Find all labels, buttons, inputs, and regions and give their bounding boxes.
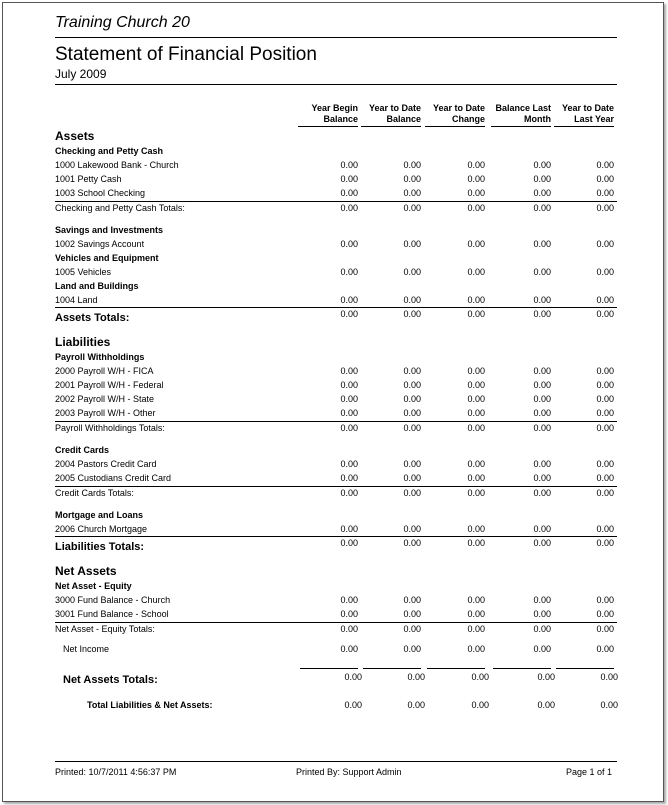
section-row	[3, 335, 663, 348]
amount-cell: 0.00	[533, 366, 551, 376]
group-label: Savings and Investments	[55, 225, 164, 235]
amount-cell: 0.00	[403, 459, 421, 469]
amount-cell: 0.00	[596, 267, 614, 277]
sectiontotal-label: Liabilities Totals:	[55, 541, 145, 553]
amount-cell: 0.00	[467, 644, 485, 654]
grandtotal-row	[3, 700, 663, 713]
sectiontotal-label: Assets Totals:	[55, 312, 130, 324]
amount-cell: 0.00	[467, 239, 485, 249]
section-label: Assets	[55, 129, 95, 143]
section-row	[3, 129, 663, 142]
column-header-line2: Change	[451, 114, 485, 124]
amount-cell: 0.00	[344, 700, 362, 710]
account-label: 3001 Fund Balance - School	[55, 609, 169, 619]
account-row	[3, 239, 663, 252]
account-row	[3, 459, 663, 472]
column-header-line1: Year to Date	[432, 103, 485, 113]
amount-cell: 0.00	[596, 188, 614, 198]
account-row	[3, 174, 663, 187]
group-label: Land and Buildings	[55, 281, 139, 291]
total-rule	[55, 201, 617, 202]
column-header-5	[554, 103, 614, 127]
amount-cell: 0.00	[533, 394, 551, 404]
organization-name: Training Church 20	[55, 14, 190, 31]
amount-cell: 0.00	[533, 538, 551, 548]
amount-cell: 0.00	[596, 473, 614, 483]
amount-cell: 0.00	[596, 423, 614, 433]
footer-rule	[55, 761, 617, 762]
column-header-line1: Year to Date	[368, 103, 421, 113]
amount-cell: 0.00	[596, 624, 614, 634]
group-row	[3, 253, 663, 266]
amount-cell: 0.00	[467, 524, 485, 534]
amount-cell: 0.00	[340, 366, 358, 376]
amount-cell: 0.00	[533, 160, 551, 170]
report-page	[2, 2, 664, 802]
amount-cell: 0.00	[467, 423, 485, 433]
amount-cell: 0.00	[407, 672, 425, 682]
section-label: Liabilities	[55, 335, 111, 349]
amount-cell: 0.00	[471, 672, 489, 682]
amount-cell: 0.00	[403, 239, 421, 249]
netincome-label: Net Income	[63, 644, 110, 654]
amount-cell: 0.00	[471, 700, 489, 710]
group-row	[3, 146, 663, 159]
account-row	[3, 473, 663, 486]
page-number: Page 1 of 1	[566, 767, 613, 777]
subtotal-label: Payroll Withholdings Totals:	[55, 423, 165, 433]
amount-cell: 0.00	[467, 488, 485, 498]
account-label: 2001 Payroll W/H - Federal	[55, 380, 164, 390]
amount-cell: 0.00	[340, 394, 358, 404]
amount-cell: 0.00	[340, 408, 358, 418]
group-label: Checking and Petty Cash	[55, 146, 164, 156]
amount-cell: 0.00	[340, 624, 358, 634]
amount-cell: 0.00	[467, 394, 485, 404]
column-header-line1: Year to Date	[561, 103, 614, 113]
account-label: 1001 Petty Cash	[55, 174, 122, 184]
amount-cell: 0.00	[533, 473, 551, 483]
amount-cell: 0.00	[403, 644, 421, 654]
amount-cell: 0.00	[467, 203, 485, 213]
sectiontotal-row	[3, 538, 663, 551]
amount-cell: 0.00	[403, 624, 421, 634]
column-header-3	[425, 103, 485, 127]
amount-cell: 0.00	[533, 423, 551, 433]
group-label: Payroll Withholdings	[55, 352, 145, 362]
amount-cell: 0.00	[533, 644, 551, 654]
amount-cell: 0.00	[340, 160, 358, 170]
amount-cell: 0.00	[596, 203, 614, 213]
printed-by: Printed By: Support Admin	[296, 767, 402, 777]
column-header-line1: Year Begin	[311, 103, 358, 113]
amount-cell: 0.00	[596, 394, 614, 404]
amount-cell: 0.00	[403, 524, 421, 534]
amount-cell: 0.00	[340, 380, 358, 390]
report-period: July 2009	[55, 67, 107, 81]
amount-cell: 0.00	[467, 408, 485, 418]
subtotal-row	[3, 624, 663, 637]
amount-cell: 0.00	[340, 595, 358, 605]
amount-cell: 0.00	[533, 408, 551, 418]
amount-cell: 0.00	[596, 644, 614, 654]
amount-cell: 0.00	[403, 174, 421, 184]
amount-cell: 0.00	[340, 473, 358, 483]
amount-cell: 0.00	[467, 295, 485, 305]
amount-cell: 0.00	[403, 488, 421, 498]
account-label: 1000 Lakewood Bank - Church	[55, 160, 179, 170]
amount-cell: 0.00	[596, 459, 614, 469]
amount-cell: 0.00	[467, 267, 485, 277]
account-row	[3, 160, 663, 173]
amount-cell: 0.00	[596, 295, 614, 305]
column-header-4	[491, 103, 551, 127]
account-label: 1005 Vehicles	[55, 267, 112, 277]
sectiontotal-row	[3, 309, 663, 322]
column-header-line2: Balance	[323, 114, 358, 124]
nettotal-label: Net Assets Totals:	[63, 674, 158, 686]
column-header-line2: Last Year	[574, 114, 614, 124]
amount-cell: 0.00	[340, 609, 358, 619]
amount-cell: 0.00	[533, 459, 551, 469]
report-title: Statement of Financial Position	[55, 44, 317, 65]
amount-cell: 0.00	[596, 160, 614, 170]
amount-cell: 0.00	[533, 609, 551, 619]
amount-cell: 0.00	[467, 188, 485, 198]
amount-cell: 0.00	[340, 524, 358, 534]
group-label: Vehicles and Equipment	[55, 253, 159, 263]
amount-cell: 0.00	[533, 203, 551, 213]
printed-date: Printed: 10/7/2011 4:56:37 PM	[55, 767, 177, 777]
account-row	[3, 394, 663, 407]
total-rule	[55, 536, 617, 537]
amount-cell: 0.00	[403, 380, 421, 390]
amount-cell: 0.00	[533, 295, 551, 305]
account-label: 1002 Savings Account	[55, 239, 145, 249]
account-label: 2004 Pastors Credit Card	[55, 459, 157, 469]
header-rule-top	[55, 37, 617, 38]
column-header-2	[361, 103, 421, 127]
account-label: 2006 Church Mortgage	[55, 524, 148, 534]
amount-cell: 0.00	[600, 700, 618, 710]
amount-cell: 0.00	[403, 609, 421, 619]
amount-cell: 0.00	[340, 538, 358, 548]
amount-cell: 0.00	[467, 609, 485, 619]
amount-cell: 0.00	[340, 267, 358, 277]
amount-cell: 0.00	[403, 408, 421, 418]
account-row	[3, 595, 663, 608]
account-row	[3, 366, 663, 379]
grandtotal-label: Total Liabilities & Net Assets:	[87, 700, 213, 710]
account-label: 1003 School Checking	[55, 188, 146, 198]
account-row	[3, 609, 663, 622]
account-row	[3, 380, 663, 393]
column-total-rule	[556, 668, 614, 669]
amount-cell: 0.00	[403, 160, 421, 170]
amount-cell: 0.00	[340, 188, 358, 198]
nettotal-row	[3, 672, 663, 685]
amount-cell: 0.00	[403, 366, 421, 376]
subtotal-row	[3, 203, 663, 216]
amount-cell: 0.00	[403, 423, 421, 433]
amount-cell: 0.00	[403, 203, 421, 213]
amount-cell: 0.00	[403, 188, 421, 198]
amount-cell: 0.00	[537, 672, 555, 682]
group-row	[3, 510, 663, 523]
subtotal-row	[3, 423, 663, 436]
amount-cell: 0.00	[340, 203, 358, 213]
amount-cell: 0.00	[340, 174, 358, 184]
account-row	[3, 267, 663, 280]
subtotal-label: Checking and Petty Cash Totals:	[55, 203, 185, 213]
amount-cell: 0.00	[403, 295, 421, 305]
section-row	[3, 564, 663, 577]
section-label: Net Assets	[55, 564, 117, 578]
amount-cell: 0.00	[600, 672, 618, 682]
amount-cell: 0.00	[533, 239, 551, 249]
amount-cell: 0.00	[467, 459, 485, 469]
total-rule	[55, 486, 617, 487]
amount-cell: 0.00	[403, 595, 421, 605]
group-label: Credit Cards	[55, 445, 110, 455]
account-row	[3, 408, 663, 421]
amount-cell: 0.00	[467, 624, 485, 634]
group-label: Net Asset - Equity	[55, 581, 132, 591]
amount-cell: 0.00	[596, 524, 614, 534]
amount-cell: 0.00	[533, 595, 551, 605]
amount-cell: 0.00	[344, 672, 362, 682]
column-total-rule	[427, 668, 485, 669]
total-rule	[55, 622, 617, 623]
amount-cell: 0.00	[533, 380, 551, 390]
subtotal-row	[3, 488, 663, 501]
column-total-rule	[363, 668, 421, 669]
amount-cell: 0.00	[403, 394, 421, 404]
total-rule	[55, 307, 617, 308]
amount-cell: 0.00	[340, 488, 358, 498]
account-label: 2002 Payroll W/H - State	[55, 394, 155, 404]
account-label: 2000 Payroll W/H - FICA	[55, 366, 154, 376]
amount-cell: 0.00	[467, 309, 485, 319]
amount-cell: 0.00	[596, 366, 614, 376]
amount-cell: 0.00	[467, 174, 485, 184]
column-header-line1: Balance Last	[495, 103, 551, 113]
amount-cell: 0.00	[340, 459, 358, 469]
amount-cell: 0.00	[403, 473, 421, 483]
amount-cell: 0.00	[467, 473, 485, 483]
amount-cell: 0.00	[467, 380, 485, 390]
column-total-rule	[300, 668, 358, 669]
amount-cell: 0.00	[533, 488, 551, 498]
column-header-line2: Balance	[386, 114, 421, 124]
subtotal-label: Credit Cards Totals:	[55, 488, 134, 498]
account-label: 2003 Payroll W/H - Other	[55, 408, 156, 418]
amount-cell: 0.00	[596, 595, 614, 605]
amount-cell: 0.00	[533, 524, 551, 534]
amount-cell: 0.00	[533, 174, 551, 184]
group-row	[3, 281, 663, 294]
group-row	[3, 225, 663, 238]
amount-cell: 0.00	[596, 538, 614, 548]
amount-cell: 0.00	[467, 366, 485, 376]
amount-cell: 0.00	[533, 309, 551, 319]
amount-cell: 0.00	[533, 267, 551, 277]
group-row	[3, 352, 663, 365]
amount-cell: 0.00	[533, 188, 551, 198]
amount-cell: 0.00	[537, 700, 555, 710]
amount-cell: 0.00	[340, 644, 358, 654]
amount-cell: 0.00	[596, 174, 614, 184]
account-label: 3000 Fund Balance - Church	[55, 595, 171, 605]
amount-cell: 0.00	[596, 309, 614, 319]
amount-cell: 0.00	[340, 423, 358, 433]
subtotal-label: Net Asset - Equity Totals:	[55, 624, 155, 634]
amount-cell: 0.00	[596, 380, 614, 390]
amount-cell: 0.00	[467, 595, 485, 605]
account-label: 1004 Land	[55, 295, 98, 305]
amount-cell: 0.00	[533, 624, 551, 634]
amount-cell: 0.00	[340, 309, 358, 319]
netincome-row	[3, 644, 663, 657]
amount-cell: 0.00	[467, 538, 485, 548]
column-header-line2: Month	[524, 114, 551, 124]
account-row	[3, 188, 663, 201]
total-rule	[55, 421, 617, 422]
group-label: Mortgage and Loans	[55, 510, 144, 520]
amount-cell: 0.00	[467, 160, 485, 170]
group-row	[3, 581, 663, 594]
amount-cell: 0.00	[340, 295, 358, 305]
column-header-1	[298, 103, 358, 127]
account-label: 2005 Custodians Credit Card	[55, 473, 172, 483]
amount-cell: 0.00	[407, 700, 425, 710]
amount-cell: 0.00	[403, 309, 421, 319]
amount-cell: 0.00	[403, 538, 421, 548]
header-rule-bottom	[55, 84, 617, 85]
group-row	[3, 445, 663, 458]
column-total-rule	[493, 668, 551, 669]
amount-cell: 0.00	[403, 267, 421, 277]
amount-cell: 0.00	[596, 239, 614, 249]
amount-cell: 0.00	[340, 239, 358, 249]
amount-cell: 0.00	[596, 609, 614, 619]
amount-cell: 0.00	[596, 488, 614, 498]
amount-cell: 0.00	[596, 408, 614, 418]
